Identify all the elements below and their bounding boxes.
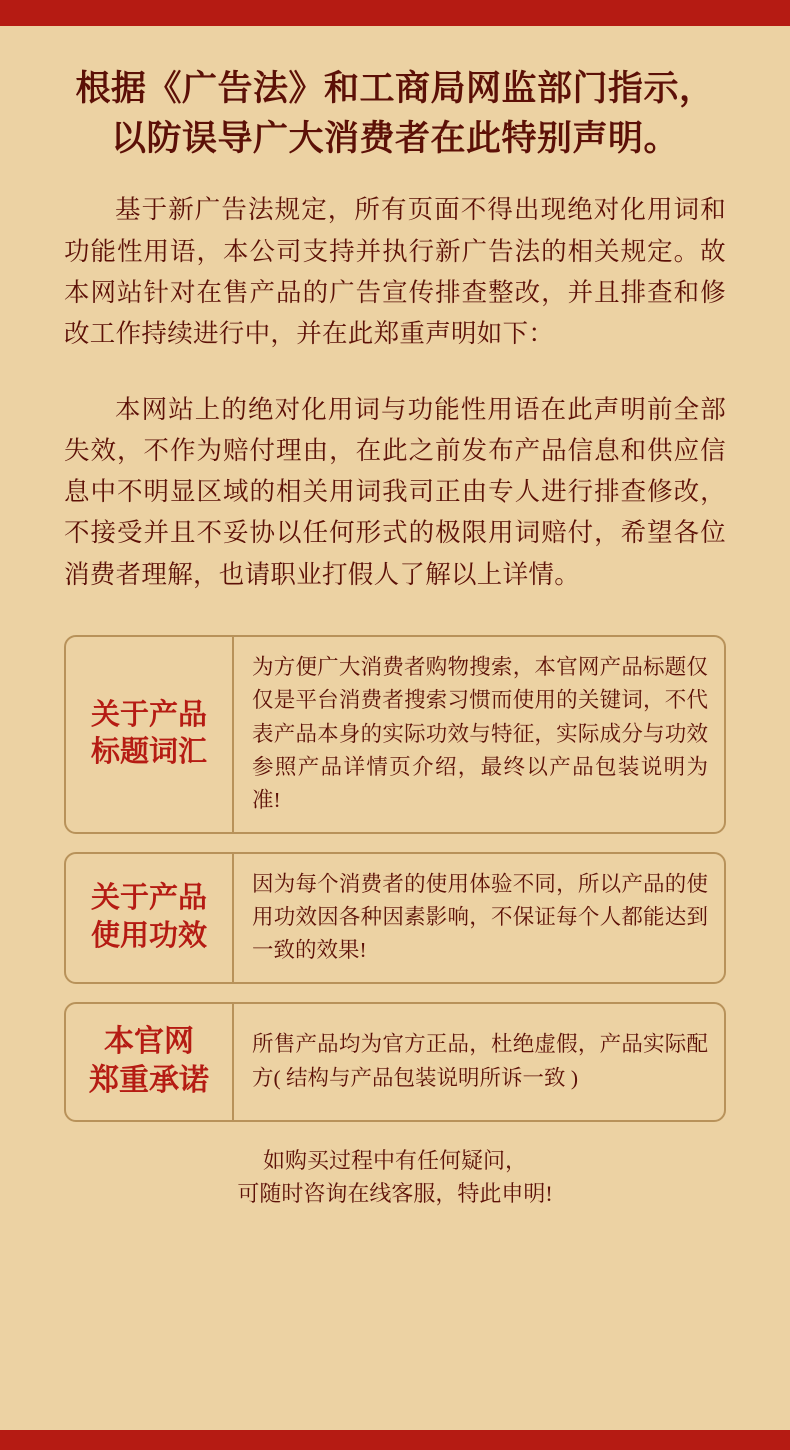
page-title-line-1: 根据《广告法》和工商局网监部门指示， [75,69,715,108]
notice-card-list [64,635,726,1122]
notice-card-title-line-1: 关于产品 [90,699,207,732]
paragraph-regulation: 基于新广告法规定，所有页面不得出现绝对化用词和功能性用语，本公司支持并执行新广告法的相关规定。故本网站针对在售产品的广告宣传排查整改，并且排查和修改工作持续进行中，并在此郑重声明如下： [64,195,726,349]
notice-card-title-line-2: 使用功效 [90,919,207,952]
notice-card-title-line-1: 关于产品 [90,882,207,915]
page-title [64,64,726,163]
footer-note [64,1144,726,1210]
bottom-accent-bar [0,1430,790,1450]
top-accent-bar [0,0,790,26]
notice-card-product-effect [64,852,726,984]
notice-card-body: 为方便广大消费者购物搜索，本官网产品标题仅仅是平台消费者搜索习惯而使用的关键词，不代表产品本身的实际功效与特征，实际成分与功效参照产品详情页介绍，最终以产品包装说明为准! [252,655,708,813]
page-content [0,26,790,1430]
notice-card-title-line-2: 郑重承诺 [89,1063,209,1097]
footer-note-line-2: 可随时咨询在线客服，特此申明! [237,1180,553,1206]
notice-card-title-line-1: 本官网 [104,1025,194,1059]
notice-card-body: 因为每个消费者的使用体验不同，所以产品的使用功效因各种因素影响，不保证每个人都能达到一致的效果! [252,871,708,963]
notice-card-body: 所售产品均为官方正品，杜绝虚假，产品实际配方( 结构与产品包装说明所诉一致 ) [252,1032,708,1090]
notice-card-title [66,854,234,982]
paragraph-statement: 本网站上的绝对化用词与功能性用语在此声明前全部失效，不作为赔付理由，在此之前发布产品信息和供应信息中不明显区域的相关用词我司正由专人进行排查修改，不接受并且不妥协以任何形式的极限用词赔付，希望各位消费者理解，也请职业打假人了解以上详情。 [64,394,726,589]
page-title-line-2: 以防误导广大消费者在此特别声明。 [110,118,679,158]
notice-card-title-line-2: 标题词汇 [90,736,207,769]
notice-card-title [66,1004,234,1120]
notice-card-title [66,637,234,832]
notice-card-promise [64,1002,726,1122]
footer-note-line-1: 如购买过程中有任何疑问， [262,1147,527,1173]
notice-card-product-title [64,635,726,834]
